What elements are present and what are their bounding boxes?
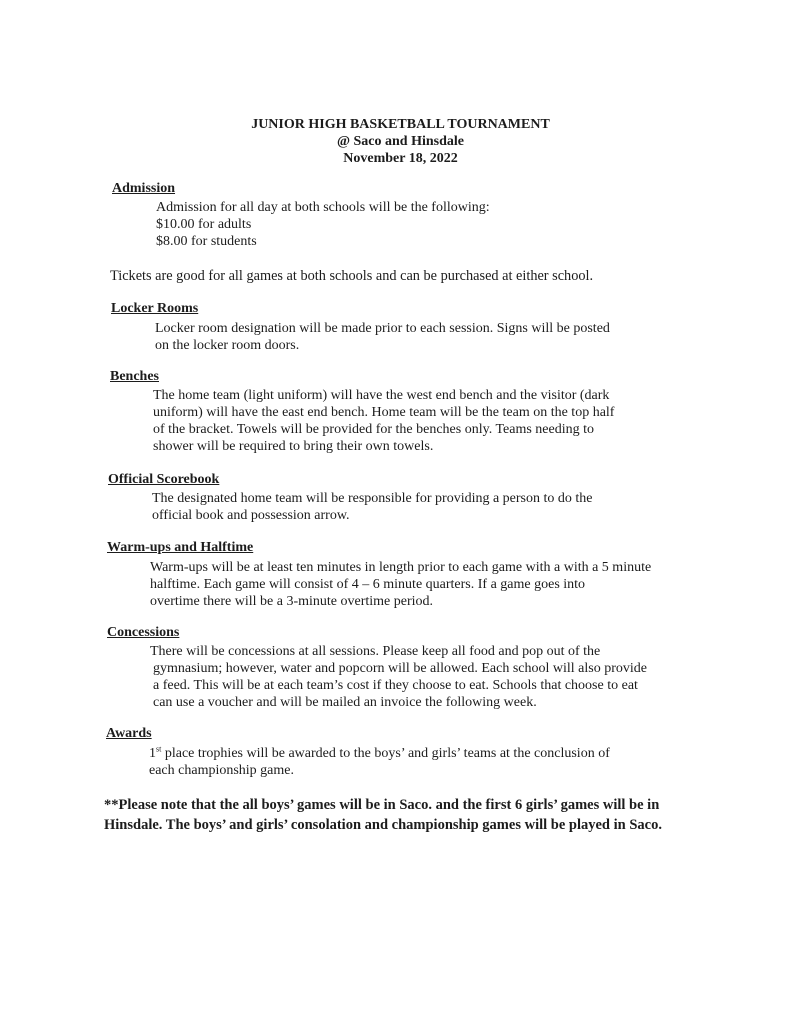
concessions-line: gymnasium; however, water and popcorn will be allowed. Each school will also provide: [153, 661, 647, 676]
locker-rooms-line: on the locker room doors.: [155, 338, 300, 353]
warmups-heading: Warm-ups and Halftime: [107, 540, 254, 555]
awards-ordinal-suffix: st: [156, 744, 162, 754]
concessions-line: There will be concessions at all sessions. Please keep all food and pop out of the: [150, 644, 601, 659]
concessions-heading: Concessions: [107, 625, 180, 640]
locker-rooms-body: [155, 320, 610, 354]
admission-line: Admission for all day at both schools will be the following:: [156, 200, 490, 215]
admission-body: [156, 199, 490, 250]
document-header: [0, 116, 791, 167]
benches-line: The home team (light uniform) will have the west end bench and the visitor (dark: [153, 388, 610, 403]
final-note-line: **Please note that the all boys’ games will be in Saco. and the first 6 girls’ games will be in: [104, 797, 660, 813]
benches-line: of the bracket. Towels will be provided for the benches only. Teams needing to: [153, 422, 594, 437]
warmups-body: [150, 559, 651, 610]
scorebook-body: [152, 490, 593, 524]
final-note: [104, 795, 704, 835]
benches-body: [153, 387, 614, 455]
tickets-note: Tickets are good for all games at both schools and can be purchased at either school.: [110, 268, 594, 284]
admission-student-price: $8.00 for students: [156, 234, 257, 249]
awards-line: each championship game.: [149, 763, 295, 778]
document-date: November 18, 2022: [343, 151, 458, 166]
concessions-line: can use a voucher and will be mailed an invoice the following week.: [153, 695, 537, 710]
scorebook-line: official book and possession arrow.: [152, 508, 350, 523]
benches-line: uniform) will have the east end bench. Home team will be the team on the top half: [153, 405, 615, 420]
benches-line: shower will be required to bring their own towels.: [153, 439, 434, 454]
scorebook-line: The designated home team will be responsible for providing a person to do the: [152, 491, 593, 506]
final-note-line: Hinsdale. The boys’ and girls’ consolation and championship games will be played in Saco.: [104, 817, 662, 833]
warmups-line: halftime. Each game will consist of 4 – 6 minute quarters. If a game goes into: [150, 577, 586, 592]
concessions-body: [150, 643, 647, 711]
awards-line: 1st place trophies will be awarded to the boys’ and girls’ teams at the conclusion of: [149, 744, 610, 761]
locker-rooms-heading: Locker Rooms: [111, 301, 199, 316]
scorebook-heading: Official Scorebook: [108, 472, 220, 487]
admission-heading: Admission: [112, 181, 176, 196]
admission-adult-price: $10.00 for adults: [156, 217, 252, 232]
locker-rooms-line: Locker room designation will be made prior to each session. Signs will be posted: [155, 321, 610, 336]
awards-body: [149, 745, 610, 779]
document-title: JUNIOR HIGH BASKETBALL TOURNAMENT: [251, 117, 550, 132]
warmups-line: Warm-ups will be at least ten minutes in length prior to each game with a with a 5 minute: [150, 560, 652, 575]
document-location: @ Saco and Hinsdale: [337, 134, 464, 149]
awards-heading: Awards: [106, 726, 152, 741]
benches-heading: Benches: [110, 369, 159, 384]
concessions-line: a feed. This will be at each team’s cost if they choose to eat. Schools that choose to eat: [153, 678, 638, 693]
warmups-line: overtime there will be a 3-minute overtime period.: [150, 594, 434, 609]
awards-ordinal: 1: [149, 746, 156, 761]
